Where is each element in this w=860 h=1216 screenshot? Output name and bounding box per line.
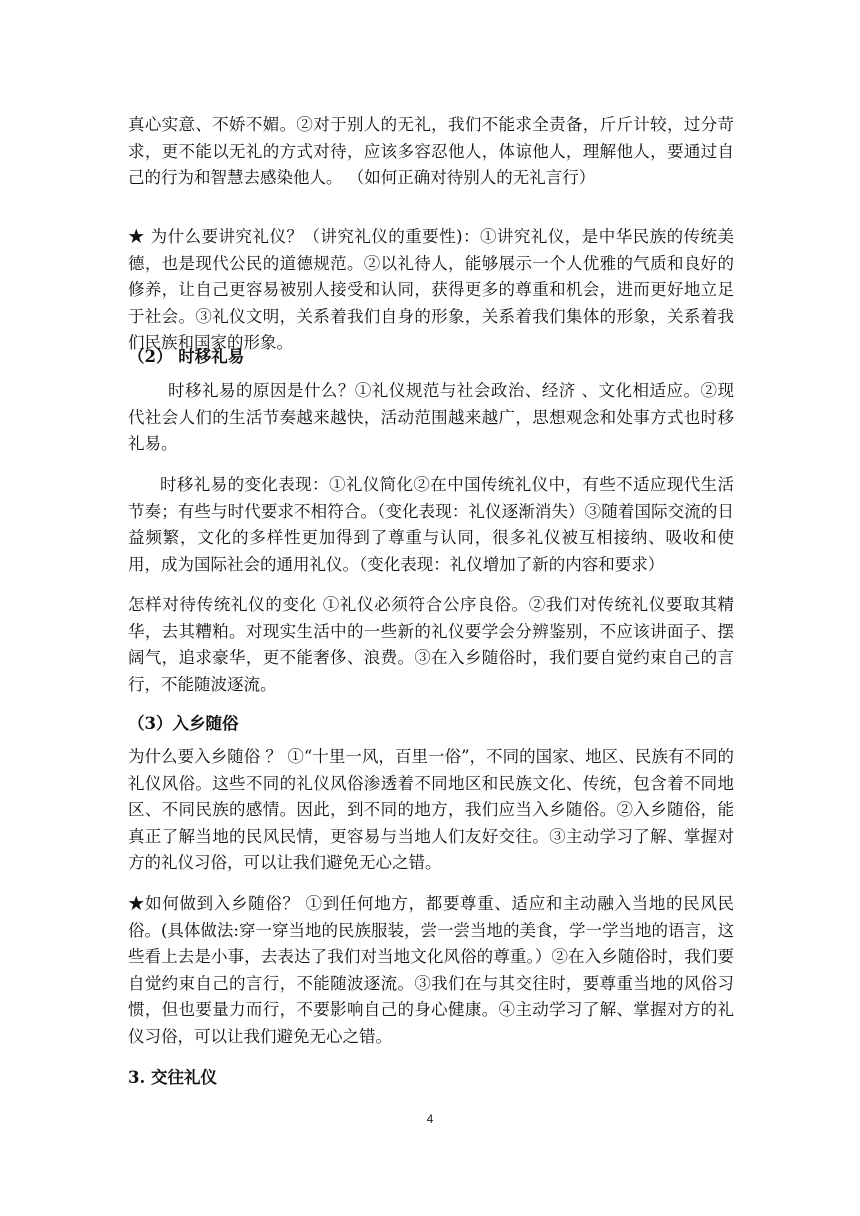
section-heading-3: （3）入乡随俗: [128, 714, 239, 733]
paragraph-change-forms: 时移礼易的变化表现：①礼仪简化②在中国传统礼仪中，有些不适应现代生活节奏；有些与时代要求不相符合。（变化表现：礼仪逐渐消失）③随着国际交流的日益频繁，文化的多样性更加得到了尊重与认同，很多礼仪被互相接纳、吸收和使用，成为国际社会的通用礼仪。（变化表现：礼仪增加了新的内容和要求）: [128, 475, 734, 574]
paragraph-change-reasons: 时移礼易的原因是什么？①礼仪规范与社会政治、经济 、文化相适应。②现代社会人们的生活节奏越来越快，活动范围越来越广，思想观念和处事方式也时移礼易。: [128, 381, 734, 454]
section-heading-interaction-etiquette: 3. 交往礼仪: [128, 1068, 217, 1087]
paragraph-why-etiquette: ★ 为什么要讲究礼仪？（讲究礼仪的重要性)：①讲究礼仪，是中华民族的传统美德，也是现代公民的道德规范。②以礼待人，能够展示一个人优雅的气质和良好的修养，让自己更容易被别人接受和认同，获得更多的尊重和机会，进而更好地立足于社会。③礼仪文明，关系着我们自身的形象，关系着我们集体的形象，关系着我们民族和国家的形象。: [128, 227, 734, 353]
paragraph-treat-changes: 怎样对待传统礼仪的变化 ①礼仪必须符合公序良俗。②我们对传统礼仪要取其精华，去其糟粕。对现实生活中的一些新的礼仪要学会分辨鉴别，不应该讲面子、摆阔气，追求豪华，更不能奢侈、浪费。③在入乡随俗时，我们要自觉约束自己的言行，不能随波逐流。: [128, 595, 734, 694]
paragraph-rude-behavior: 真心实意、不娇不媚。②对于别人的无礼，我们不能求全责备，斤斤计较，过分苛求，更不能以无礼的方式对待，应该多容忍他人，体谅他人，理解他人，要通过自己的行为和智慧去感染他人。 （如何正确对待别人的无礼言行）: [128, 115, 734, 188]
paragraph-how-local-customs: ★如何做到入乡随俗？ ①到任何地方，都要尊重、适应和主动融入当地的民风民俗。(具体做法:穿一穿当地的民族服装，尝一尝当地的美食，学一学当地的语言，这些看上去是小事，去表达了我们对当地文化风俗的尊重。）②在入乡随俗时，我们要自觉约束自己的言行，不能随波逐流。③我们在与其交往时，要尊重当地的风俗习惯，但也要量力而行，不要影响自己的身心健康。④主动学习了解、掌握对方的礼仪习俗，可以让我们避免无心之错。: [128, 894, 734, 1046]
paragraph-why-local-customs: 为什么要入乡随俗 ？ ①“十里一风，百里一俗”，不同的国家、地区、民族有不同的礼仪风俗。这些不同的礼仪风俗渗透着不同地区和民族文化、传统，包含着不同地区、不同民族的感情。因此，到不同的地方，我们应当入乡随俗。②入乡随俗，能真正了解当地的民风民情，更容易与当地人们友好交往。③主动学习了解、掌握对方的礼仪习俗，可以让我们避免无心之错。: [128, 747, 734, 873]
page-number: 4: [426, 1112, 434, 1126]
section-heading-2: （2） 时移礼易: [128, 347, 245, 366]
